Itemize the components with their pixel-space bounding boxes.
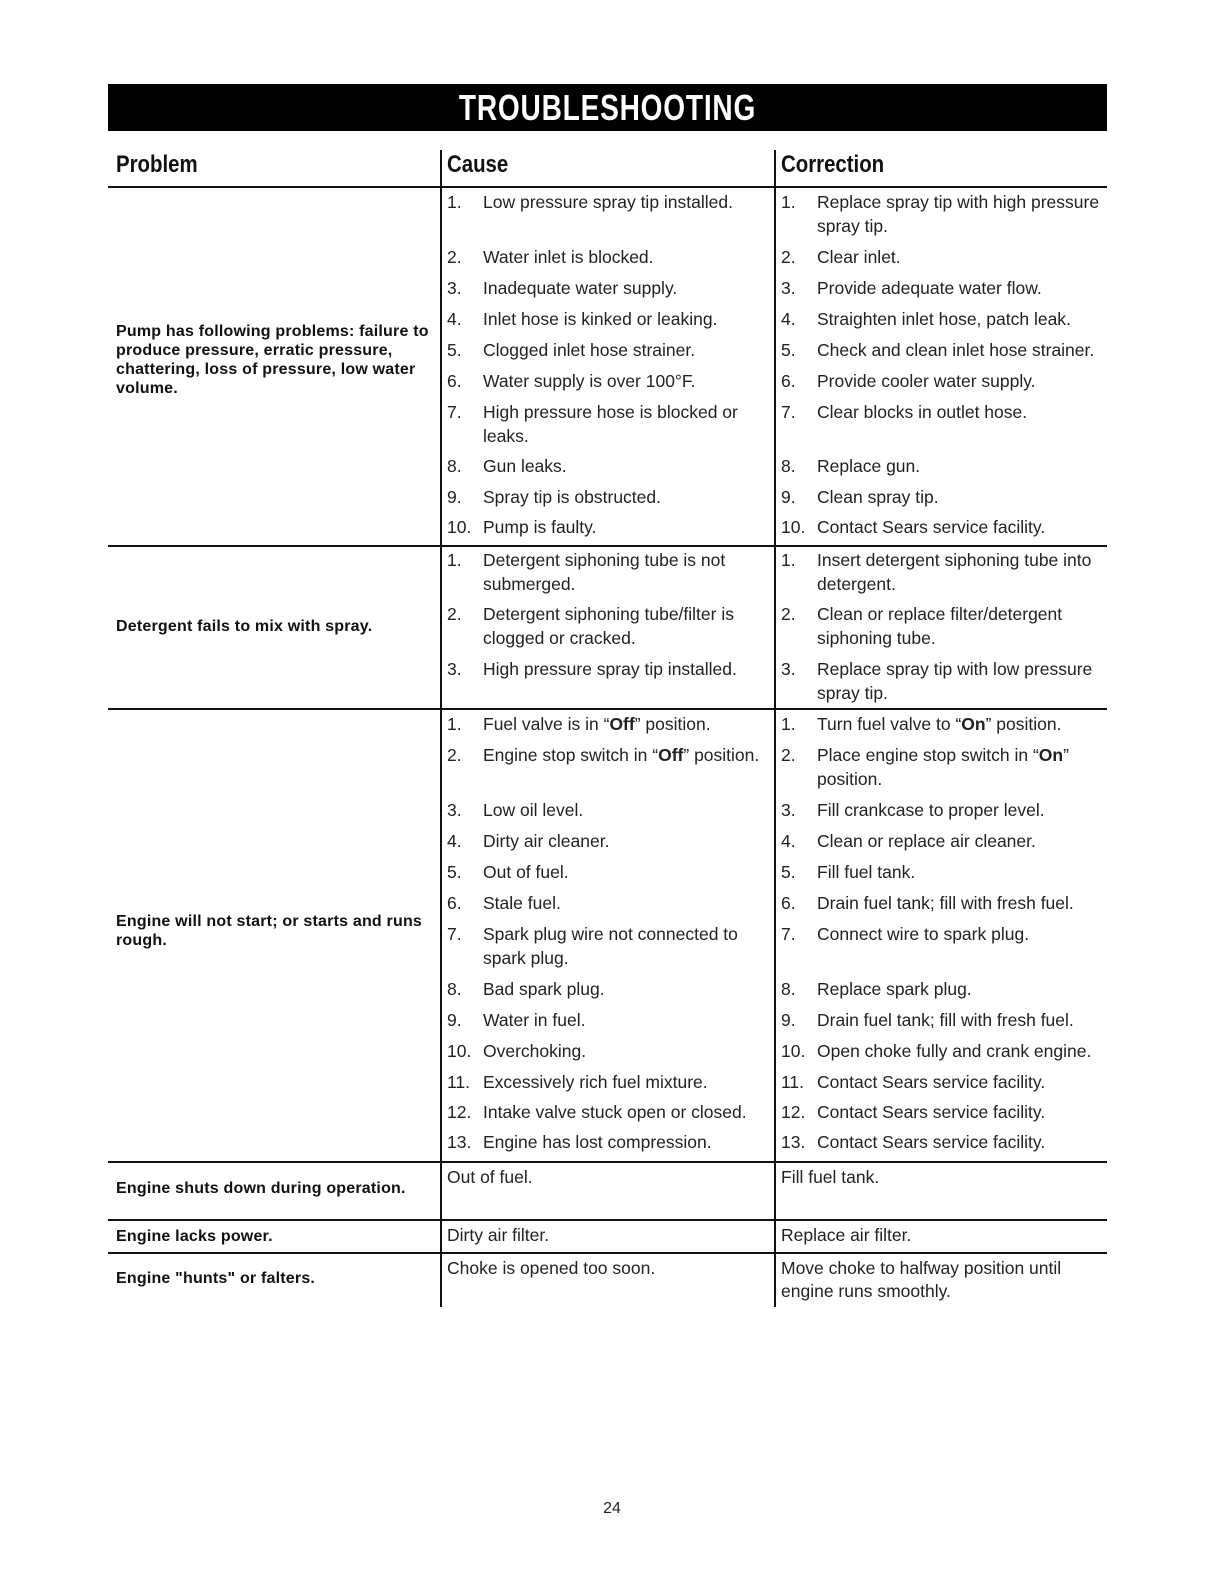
- page-title-banner: [108, 84, 1107, 131]
- header-cause: Cause: [447, 151, 509, 178]
- problem-engine-lacks-power: Engine lacks power.: [116, 1228, 273, 1245]
- cause-text: Out of fuel.: [447, 1167, 533, 1187]
- correction-text: Fill fuel tank.: [781, 1167, 880, 1187]
- problem-engine-shuts-down: Engine shuts down during operation.: [116, 1180, 406, 1197]
- section-divider: [108, 1161, 1107, 1163]
- header-divider: [108, 186, 1107, 188]
- correction-text: Replace air filter.: [781, 1225, 912, 1245]
- problem-engine-start: Engine will not start; or starts and runs rough.: [116, 913, 423, 949]
- column-divider-cause: [440, 150, 442, 1307]
- section-divider: [108, 1252, 1107, 1254]
- problem-detergent: Detergent fails to mix with spray.: [116, 618, 373, 635]
- problem-engine-hunts: Engine "hunts" or falters.: [116, 1270, 316, 1287]
- section-divider: [108, 1219, 1107, 1221]
- problem-pump: Pump has following problems: failure to produce pressure, erratic pressure, chattering, loss of pressure, low water volume.: [116, 323, 429, 397]
- header-problem: Problem: [116, 151, 198, 178]
- section-divider: [108, 708, 1107, 710]
- page-title: TROUBLESHOOTING: [458, 87, 757, 128]
- page-number: 24: [603, 1500, 621, 1517]
- header-correction: Correction: [781, 151, 885, 178]
- cause-text: Dirty air filter.: [447, 1225, 550, 1245]
- correction-text: Move choke to halfway position until engine runs smoothly.: [781, 1258, 1062, 1301]
- section-divider: [108, 545, 1107, 547]
- cause-text: Choke is opened too soon.: [447, 1258, 656, 1278]
